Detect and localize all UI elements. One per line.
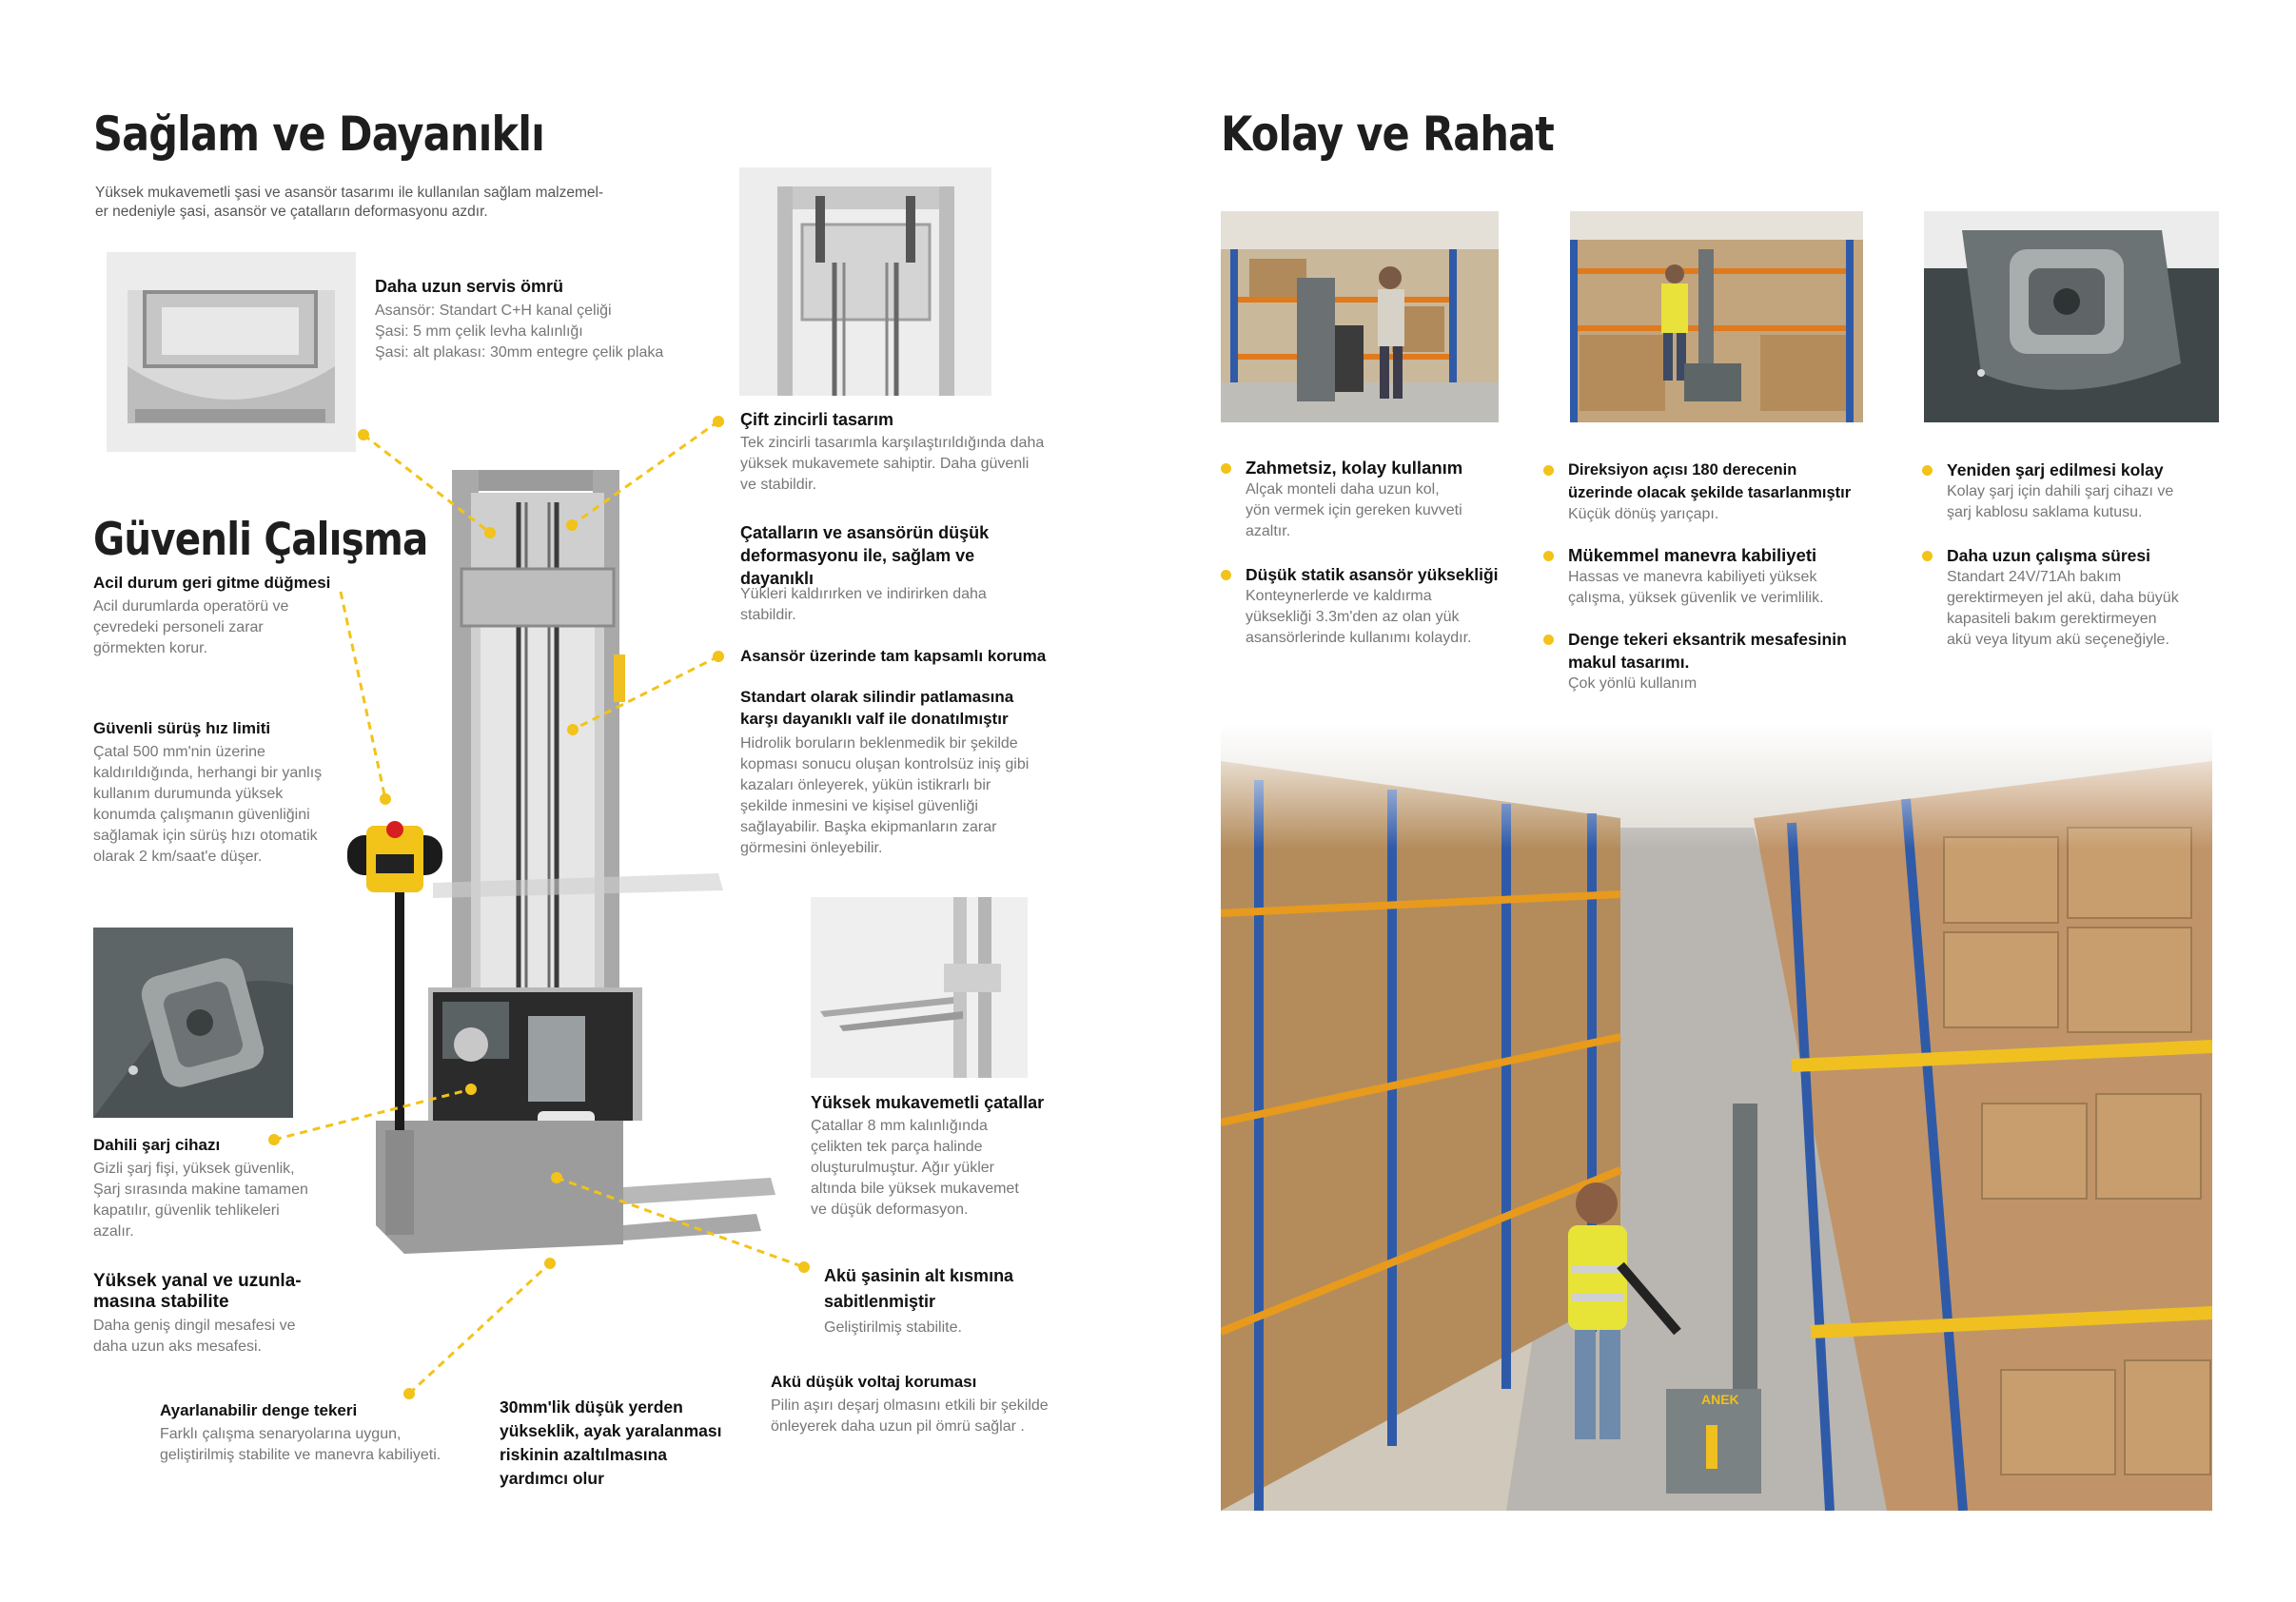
- feature-title: Daha uzun çalışma süresi: [1947, 546, 2150, 565]
- feature-steering-angle: [1543, 459, 1905, 525]
- intro-text: Yüksek mukavemetli şasi ve asansör tasarımı ile kullanılan sağlam malzemel- er nedeniyle şasi, asansör ve çatalların deformasyonu azdır.: [95, 185, 604, 220]
- feature-forks: [811, 1092, 1096, 1221]
- feature-speed-limit: [93, 718, 360, 868]
- feature-desc: Pilin aşırı deşarj olmasını etkili bir şekilde önleyerek daha uzun pil ömrü sağlar .: [771, 1397, 1049, 1435]
- feature-battery-voltage: [771, 1372, 1113, 1437]
- feature-desc: Kolay şarj için dahili şarj cihazı ve şarj kablosu saklama kutusu.: [1947, 483, 2174, 520]
- feature-desc: Acil durumlarda operatörü ve çevredeki personeli zarar görmekten korur.: [93, 598, 289, 656]
- bullet-dot: [1922, 551, 1933, 561]
- bullet-dot: [1543, 551, 1554, 561]
- page-title-right: Kolay ve Rahat: [1221, 107, 1554, 162]
- feature-title: Denge tekeri eksantrik mesafesinin makul tasarımı.: [1568, 630, 1847, 672]
- feature-title: Yeniden şarj edilmesi kolay: [1947, 460, 2164, 479]
- feature-low-mast: [1221, 563, 1525, 649]
- feature-title: Yüksek yanal ve uzunla- masına stabilite: [93, 1271, 302, 1312]
- feature-title: 30mm'lik düşük yerden yükseklik, ayak yaralanması riskinin azaltılmasına yardımcı olur: [500, 1397, 722, 1488]
- feature-title: Akü şasinin alt kısmına sabitlenmiştir: [824, 1266, 1014, 1311]
- feature-desc: Çok yönlü kullanım: [1568, 675, 1697, 692]
- feature-desc: Asansör: Standart C+H kanal çeliği Şasi: 5 mm çelik levha kalınlığı Şasi: alt plakası: 30mm entegre çelik plaka: [375, 303, 664, 361]
- feature-battery-chassis: [824, 1263, 1109, 1338]
- features-col3: [1922, 459, 2236, 651]
- feature-desc: Konteynerlerde ve kaldırma yüksekliği 3.3m'den az olan yük asansörlerinde kullanımı kolaydır.: [1246, 588, 1472, 646]
- feature-longer-runtime: [1922, 544, 2236, 651]
- bullet-dot: [1221, 463, 1231, 474]
- feature-title: Dahili şarj cihazı: [93, 1136, 221, 1154]
- section-title-safety: Güvenli Çalışma: [93, 514, 428, 566]
- feature-maneuverability: [1543, 544, 1905, 609]
- feature-easy-use: [1221, 457, 1525, 542]
- feature-desc: Geliştirilmiş stabilite.: [824, 1319, 962, 1336]
- page-title-left: Sağlam ve Dayanıklı: [93, 107, 544, 162]
- feature-desc: Çatal 500 mm'nin üzerine kaldırıldığında, herhangi bir yanlış kullanım durumunda yüksek konumda çalışmanın güvenliğini sağlamak için sürüş hızı otomatik olarak 2 km/saat'e düşer.: [93, 744, 323, 865]
- warehouse-photo: [1221, 723, 2212, 1511]
- feature-desc: Alçak monteli daha uzun kol, yön vermek için gereken kuvveti azaltır.: [1246, 481, 1462, 539]
- feature-low-height: [500, 1396, 747, 1491]
- feature-emergency: [93, 573, 360, 659]
- feature-title: Asansör üzerinde tam kapsamlı koruma: [740, 647, 1047, 665]
- feature-title: Acil durum geri gitme düğmesi: [93, 574, 331, 592]
- feature-desc: Gizli şarj fişi, yüksek güvenlik, Şarj sırasında makine tamamen kapatılır, güvenlik tehlikeleri azalır.: [93, 1161, 308, 1240]
- feature-title: Çift zincirli tasarım: [740, 410, 894, 429]
- feature-desc: Hassas ve manevra kabiliyeti yüksek çalışma, yüksek güvenlik ve verimlilik.: [1568, 569, 1824, 606]
- photo-operator-walking: [1221, 211, 1499, 422]
- bullet-dot: [1221, 570, 1231, 580]
- bullet-dot: [1922, 465, 1933, 476]
- feature-title: Yüksek mukavemetli çatallar: [811, 1093, 1045, 1112]
- feature-service-life: [375, 276, 756, 363]
- feature-double-chain: [740, 409, 1064, 496]
- feature-balance-eccentric: [1543, 628, 1905, 694]
- feature-desc: Hidrolik boruların beklenmedik bir şekilde kopması sonucu oluşan kontrolsüz iniş gibi kazaları önleyerek, yükün istikrarlı bir şekilde inmesini ve kişisel güvenliği sağlayabilir. Başka ekipmanların zarar görmesini önleyebilir.: [740, 735, 1030, 856]
- feature-desc: Standart 24V/71Ah bakım gerektirmeyen jel akü, daha büyük kapasiteli bakım gerektirmeyen akü veya lityum akü seçeneğiyle.: [1947, 569, 2179, 648]
- feature-desc: Tek zincirli tasarımla karşılaştırıldığında daha yüksek mukavemete sahiptir. Daha güvenli ve stabildir.: [740, 435, 1045, 493]
- photo-operator-aisle: [1570, 211, 1863, 422]
- feature-valve: [740, 686, 1083, 859]
- feature-charger: [93, 1135, 360, 1242]
- feature-desc: Daha geniş dingil mesafesi ve daha uzun aks mesafesi.: [93, 1318, 296, 1355]
- bullet-dot: [1543, 465, 1554, 476]
- feature-balance-wheel: [160, 1400, 483, 1466]
- photo-charger-compartment: [1924, 211, 2219, 422]
- feature-title: Daha uzun servis ömrü: [375, 277, 564, 296]
- feature-low-deform: [740, 521, 1026, 626]
- feature-title: Çatalların ve asansörün düşük deformasyonu ile, sağlam ve dayanıklı: [740, 523, 990, 588]
- feature-title: Standart olarak silindir patlamasına karşı dayanıklı valf ile donatılmıştır: [740, 688, 1014, 728]
- features-col2: [1543, 459, 1905, 694]
- bullet-dot: [1543, 635, 1554, 645]
- feature-desc: Yükleri kaldırırken ve indirirken daha stabildir.: [740, 586, 987, 623]
- feature-title: Güvenli sürüş hız limiti: [93, 719, 271, 737]
- feature-title: Akü düşük voltaj koruması: [771, 1373, 977, 1391]
- feature-desc: Çatallar 8 mm kalınlığında çelikten tek parça halinde oluşturulmuştur. Ağır yükler altında bile yüksek mukavemet ve düşük deformasyon.: [811, 1118, 1019, 1218]
- feature-title: Direksiyon açısı 180 derecenin üzerinde olacak şekilde tasarlanmıştır: [1568, 461, 1852, 501]
- feature-stability: [93, 1271, 360, 1358]
- feature-title: Ayarlanabilir denge tekeri: [160, 1401, 358, 1419]
- feature-desc: Farklı çalışma senaryolarına uygun, geliştirilmiş stabilite ve manevra kabiliyeti.: [160, 1426, 442, 1463]
- feature-desc: Küçük dönüş yarıçapı.: [1568, 506, 1719, 522]
- feature-title: Zahmetsiz, kolay kullanım: [1246, 458, 1463, 478]
- feature-mast-protection: [740, 646, 1083, 667]
- feature-title: Düşük statik asansör yüksekliği: [1246, 565, 1499, 584]
- feature-title: Mükemmel manevra kabiliyeti: [1568, 545, 1817, 565]
- feature-easy-charge: [1922, 459, 2236, 523]
- features-col1: [1221, 457, 1525, 649]
